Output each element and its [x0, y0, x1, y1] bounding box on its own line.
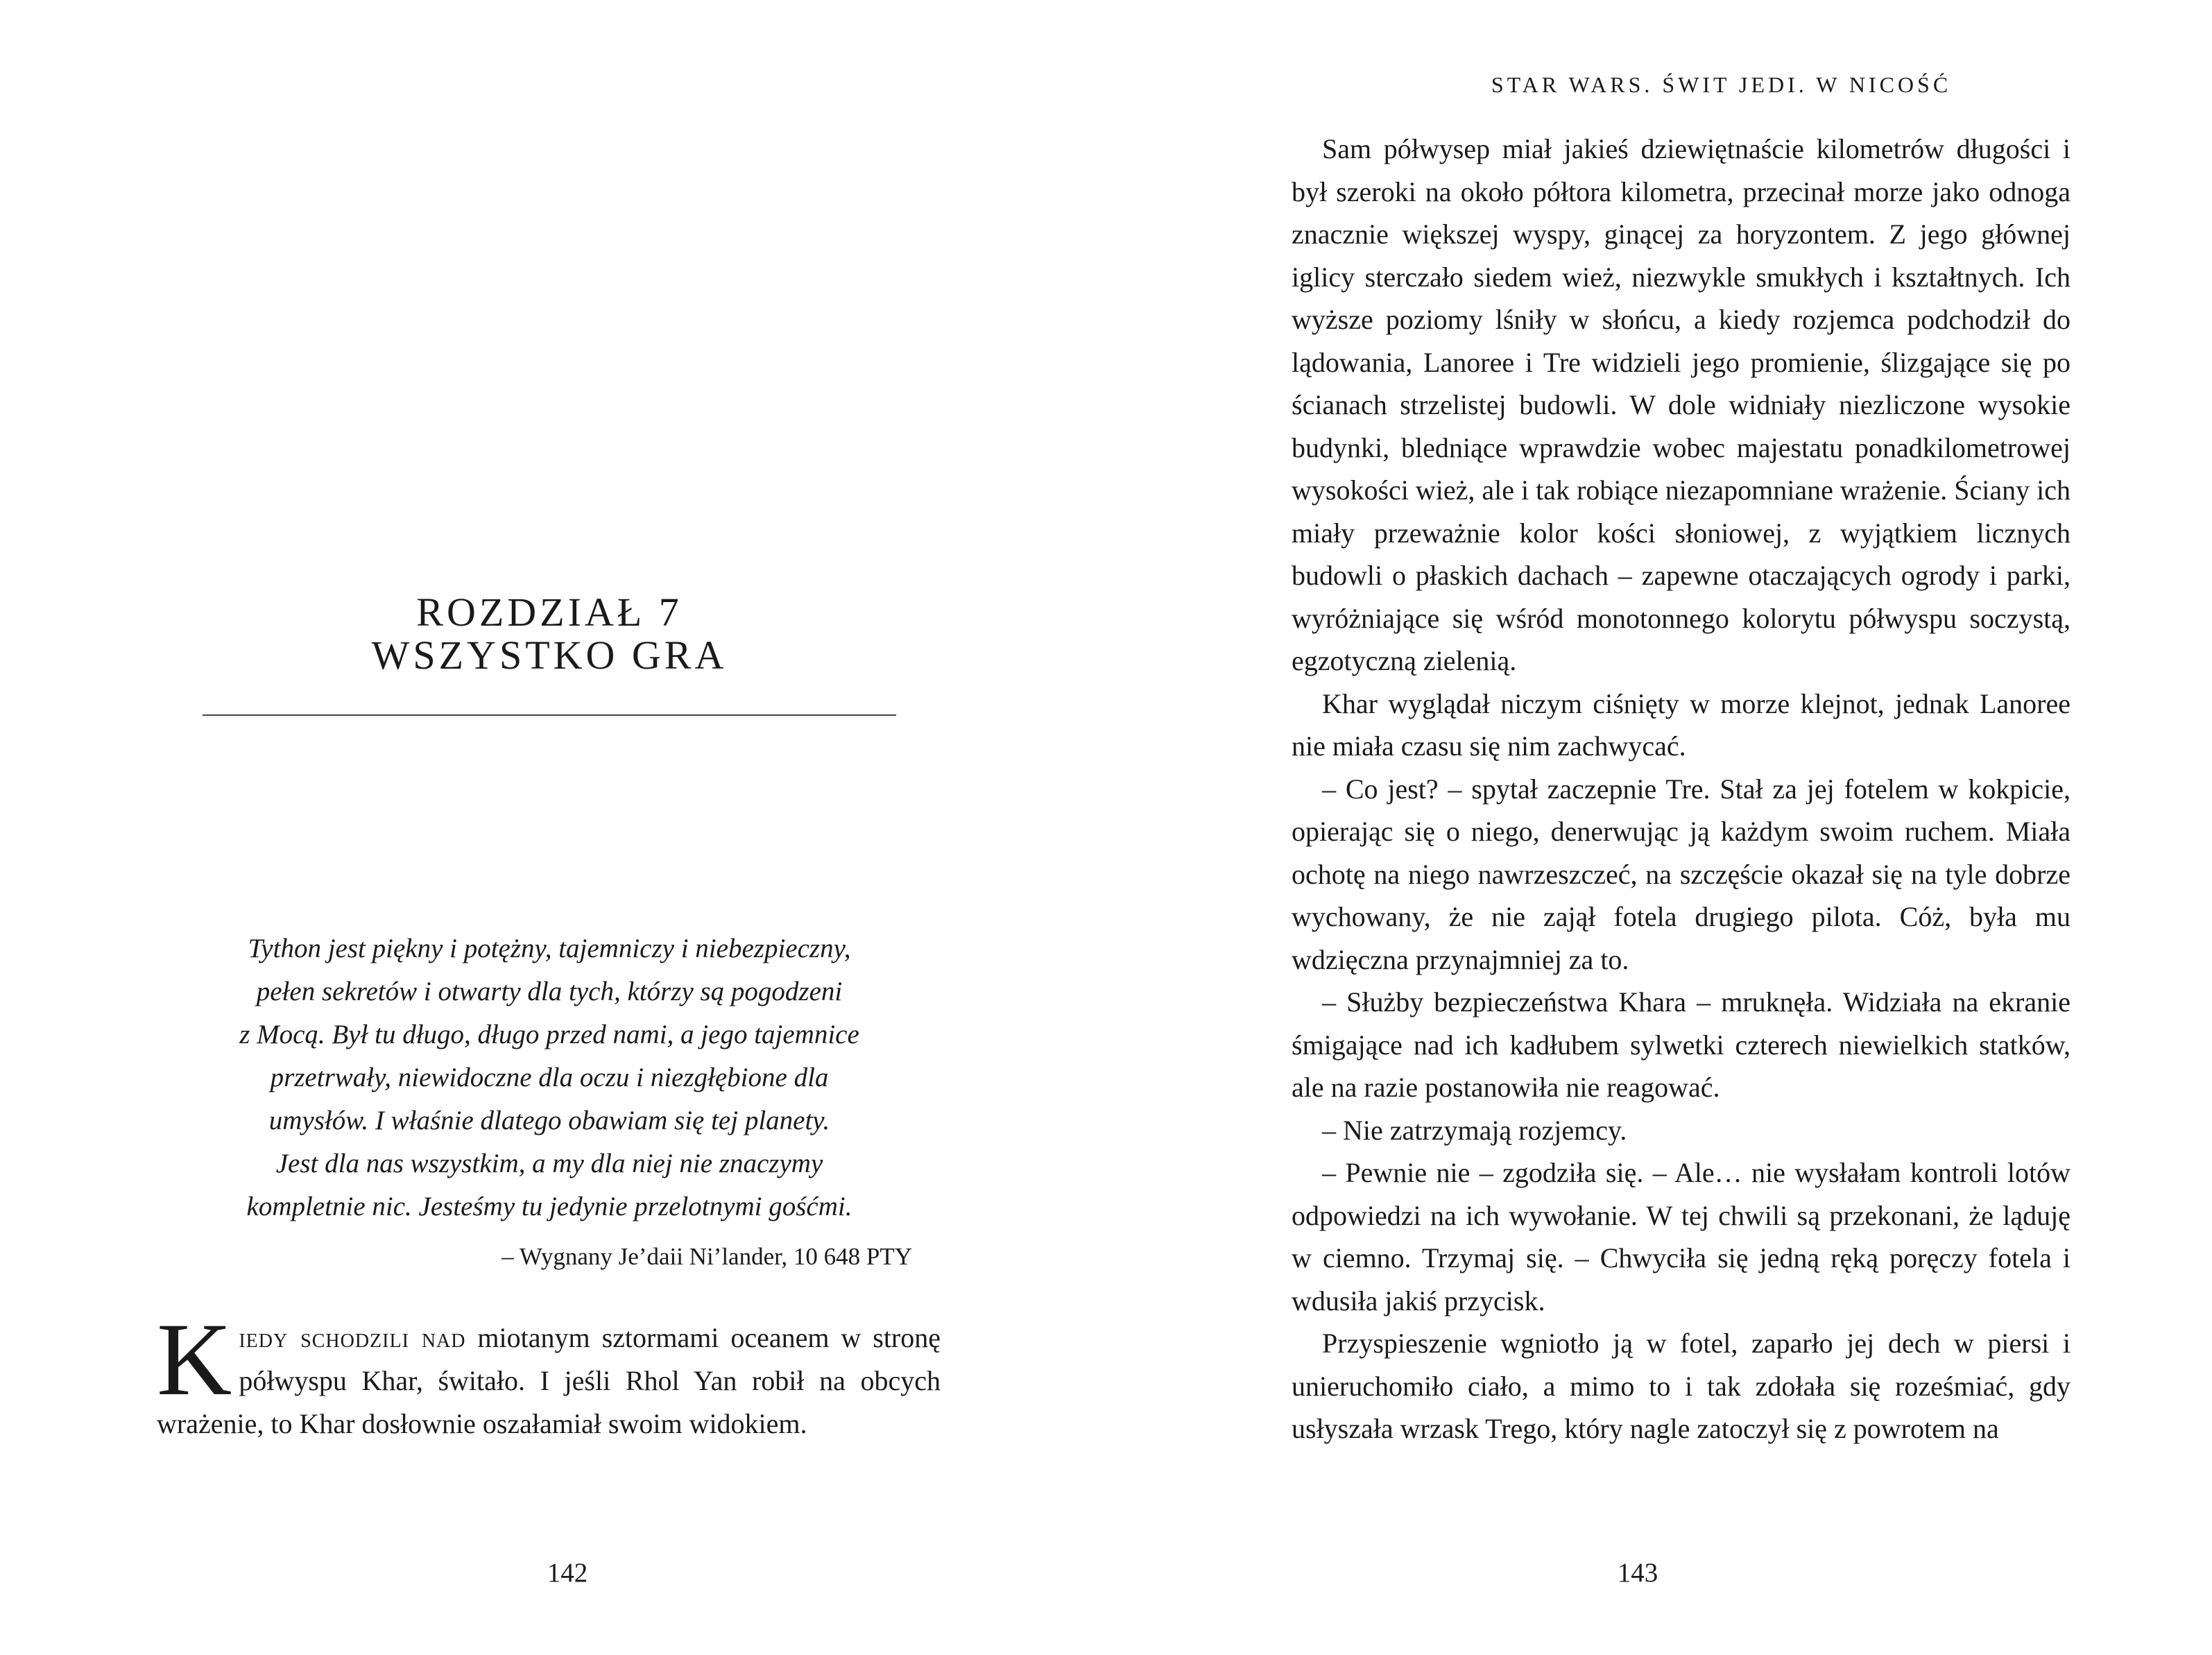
- opening-paragraph: [157, 1302, 941, 1446]
- epigraph-line: kompletnie nic. Jesteśmy tu jedynie przelotnymi gośćmi.: [246, 1192, 852, 1221]
- epigraph-line: umysłów. I właśnie dlatego obawiam się tej planety.: [268, 1106, 830, 1135]
- paragraph: – Co jest? – spytał zaczepnie Tre. Stał za jej fotelem w kokpicie, opierając się o niego, denerwując ją każdym swoim ruchem. Miała ochotę na niego nawrzeszczeć, na szczęście okazał się na tyle dobrze wychowany, że nie zajął fotela drugiego pilota. Cóż, była mu wdzięczna przynajmniej za to.: [1292, 773, 2070, 975]
- chapter-divider: [203, 714, 896, 716]
- paragraph: Sam półwysep miał jakieś dziewiętnaście kilometrów długości i był szeroki na około półtora kilometra, przecinał morze jako odnoga znacznie większej wyspy, ginącej za horyzontem. Z jego głównej iglicy sterczało siedem wież, niezwykle smukłych i kształtnych. Ich wyższe poziomy lśniły w słońcu, a kiedy rozjemca podchodził do lądowania, Lanoree i Tre widzieli jego promienie, ślizgające się po ścianach strzelistej budowli. W dole widniały niezliczone wysokie budynki, bledniące wprawdzie wobec majestatu ponadkilometrowej wysokości wież, ale i tak robiące niezapomniane wrażenie. Ściany ich miały przeważnie kolor kości słoniowej, z wyjątkiem licznych budowli o płaskich dachach – zapewne otaczających ogrody i parki, wyróżniające się wśród monotonnego kolorytu półwyspu soczystą, egzotyczną zielenią.: [1292, 133, 2070, 676]
- paragraph: Khar wyglądał niczym ciśnięty w morze klejnot, jednak Lanoree nie miała czasu się nim zachwycać.: [1292, 687, 2070, 762]
- epigraph-attribution: – Wygnany Je’daii Ni’lander, 10 648 PTY: [501, 1243, 912, 1270]
- epigraph-line: Tython jest piękny i potężny, tajemniczy i niebezpieczny,: [248, 934, 851, 963]
- body-text: [1292, 128, 2070, 1450]
- epigraph-line: Jest dla nas wszystkim, a my dla niej nie znaczymy: [275, 1149, 823, 1178]
- chapter-title: WSZYSTKO GRA: [371, 633, 728, 678]
- right-page: [1106, 0, 2212, 1655]
- epigraph-line: przetrwały, niewidoczne dla oczu i niezgłębione dla: [270, 1063, 829, 1092]
- paragraph: – Pewnie nie – zgodziła się. – Ale… nie wysłałam kontroli lotów odpowiedzi na ich wywołanie. W tej chwili są przekonani, że ląduję w ciemno. Trzymaj się. – Chwyciła się jedną ręką poręczy fotela i wdusiła jakiś przycisk.: [1292, 1157, 2070, 1317]
- epigraph: [182, 927, 917, 1228]
- opening-text: miotanym sztormami oceanem w stronę półwyspu Khar, świtało. I jeśli Rhol Yan robił na obcych wrażenie, to Khar dosłownie oszałamiał swoim widokiem.: [157, 1322, 941, 1439]
- running-head: STAR WARS. ŚWIT JEDI. W NICOŚĆ: [1491, 72, 1952, 97]
- page-number-left: 142: [547, 1558, 588, 1588]
- chapter-number: ROZDZIAŁ 7: [416, 590, 683, 635]
- opening-small-caps: iedy schodzili nad: [239, 1322, 466, 1353]
- paragraph: Przyspieszenie wgniotło ją w fotel, zaparło jej dech w piersi i unieruchomiło ciało, a mimo to i tak zdołała się roześmiać, gdy usłyszała wrzask Trego, który nagle zatoczył się z powrotem na: [1292, 1328, 2070, 1444]
- drop-cap: K: [157, 1302, 232, 1417]
- paragraph: – Nie zatrzymają rozjemcy.: [1322, 1114, 1627, 1146]
- chapter-heading: [203, 591, 896, 677]
- page-number-right: 143: [1617, 1558, 1658, 1588]
- epigraph-line: z Mocą. Był tu długo, długo przed nami, a jego tajemnice: [239, 1020, 859, 1049]
- epigraph-line: pełen sekretów i otwarty dla tych, którzy są pogodzeni: [256, 977, 843, 1006]
- paragraph: – Służby bezpieczeństwa Khara – mruknęła. Widziała na ekranie śmigające nad ich kadłubem sylwetki czterech niewielkich statków, ale na razie postanowiła nie reagować.: [1292, 986, 2070, 1103]
